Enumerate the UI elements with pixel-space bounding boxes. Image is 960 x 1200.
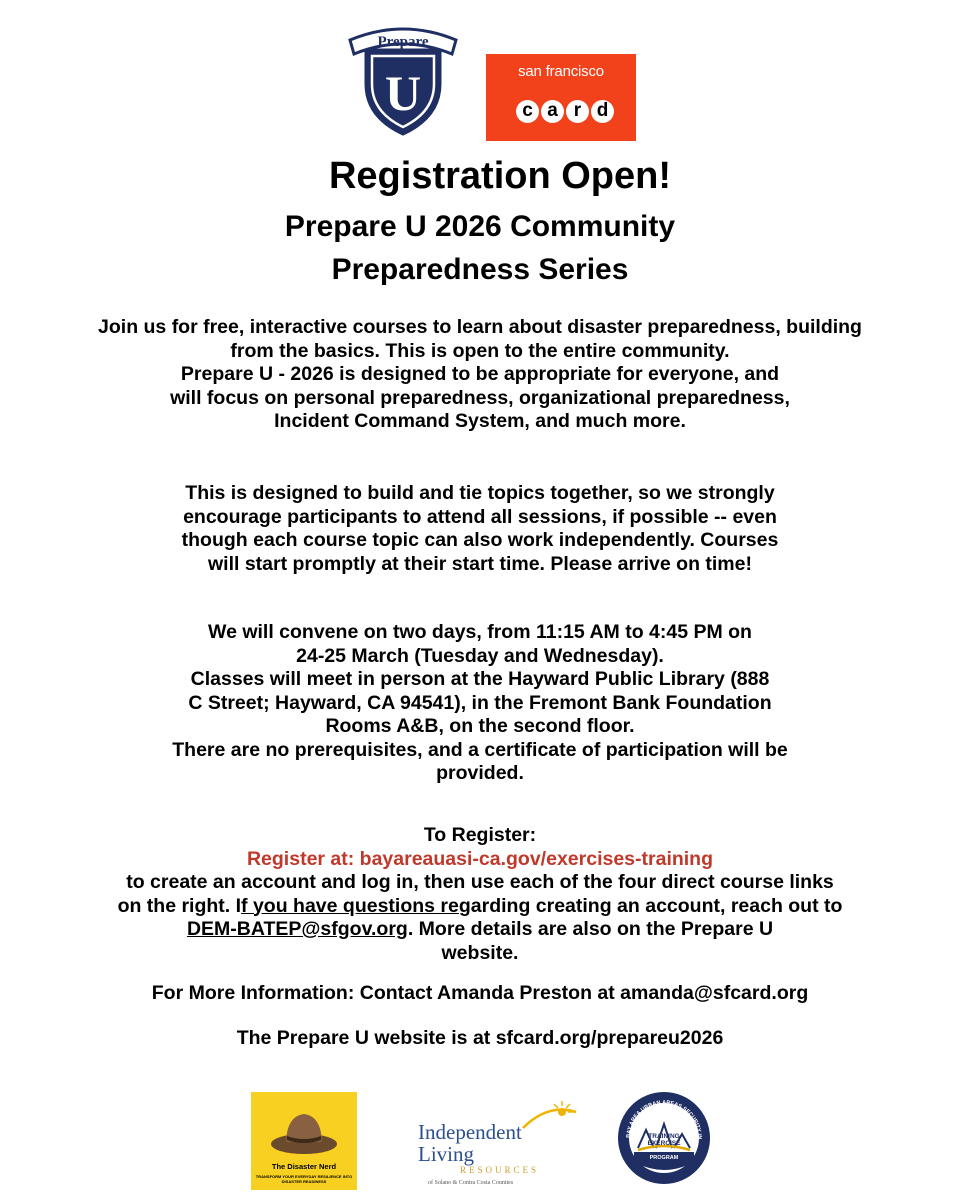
sf-card-letter: r bbox=[566, 100, 589, 123]
tep-line: PROGRAM bbox=[649, 1155, 679, 1161]
register-heading: To Register: bbox=[423, 824, 537, 846]
sun-icon bbox=[518, 1098, 578, 1138]
website-info: The Prepare U website is at sfcard.org/prepareu2026 bbox=[236, 1027, 724, 1049]
tep-ring-text: BAY AREA URBAN AREAS SECURITY IN bbox=[625, 1100, 703, 1140]
subtitle-line: Preparedness Series bbox=[331, 253, 629, 286]
text-line: provided. bbox=[436, 762, 524, 784]
schedule-paragraph bbox=[0, 621, 960, 786]
ilr-line: Independent bbox=[418, 1120, 522, 1144]
subtitle-line: Prepare U 2026 Community bbox=[284, 210, 676, 243]
text-line bbox=[0, 918, 960, 942]
sf-card-top: san francisco bbox=[518, 63, 604, 80]
prepare-u-letter: U bbox=[384, 65, 422, 121]
text-line: encourage participants to attend all sessions, if possible -- even bbox=[183, 505, 777, 528]
ilr-line: Living bbox=[418, 1142, 474, 1166]
page-title: Registration Open! bbox=[328, 155, 672, 197]
text-fragment: garding creating an account, reach out to bbox=[458, 894, 843, 917]
underlined-fragment: f you have questions re bbox=[241, 894, 459, 917]
text-line: 24-25 March (Tuesday and Wednesday). bbox=[296, 644, 664, 667]
disaster-nerd-logo bbox=[251, 1092, 357, 1190]
text-line: Rooms A&B, on the second floor. bbox=[325, 715, 635, 737]
email-link[interactable]: DEM-BATEP@sfgov.org bbox=[186, 918, 408, 940]
text-line bbox=[0, 895, 960, 919]
text-line: We will convene on two days, from 11:15 AM to 4:45 PM on bbox=[208, 621, 752, 643]
sf-card-letter: d bbox=[591, 100, 614, 123]
text-line: C Street; Hayward, CA 94541), in the Fremont Bank Foundation bbox=[188, 691, 772, 714]
prepare-u-logo bbox=[348, 22, 458, 137]
text-line: website. bbox=[441, 941, 519, 964]
sf-card-letter: c bbox=[516, 100, 539, 123]
text-line: will focus on personal preparedness, organizational preparedness, bbox=[170, 386, 790, 409]
text-line: Incident Command System, and much more. bbox=[274, 410, 686, 432]
tep-line: TRAINING bbox=[648, 1133, 680, 1140]
text-line: Join us for free, interactive courses to learn about disaster preparedness, building bbox=[98, 316, 862, 338]
sf-card-letters bbox=[516, 100, 614, 123]
text-fragment: on the right. I bbox=[117, 894, 242, 917]
ilr-line: RESOURCES bbox=[460, 1165, 540, 1175]
text-line: to create an account and log in, then use each of the four direct course links bbox=[126, 871, 834, 893]
hat-icon bbox=[269, 1104, 339, 1160]
prepare-u-banner: Prepare bbox=[377, 34, 429, 50]
sf-card-letter: a bbox=[541, 100, 564, 123]
header-logos bbox=[0, 22, 960, 137]
more-info: For More Information: Contact Amanda Preston at amanda@sfcard.org bbox=[151, 982, 809, 1004]
text-line: will start promptly at their start time. Please arrive on time! bbox=[207, 552, 752, 575]
register-link[interactable]: Register at: bayareauasi-ca.gov/exercises-training bbox=[246, 847, 714, 870]
text-line: Prepare U - 2026 is designed to be appropriate for everyone, and bbox=[180, 363, 780, 385]
text-line: though each course topic can also work independently. Courses bbox=[181, 529, 779, 551]
disaster-nerd-tagline: TRANSFORM YOUR EVERYDAY RESILIENCE INTO DISASTER READINESS bbox=[255, 1174, 353, 1184]
text-line: There are no prerequisites, and a certificate of participation will be bbox=[172, 738, 788, 761]
text-line: from the basics. This is open to the entire community. bbox=[230, 339, 730, 362]
design-paragraph bbox=[0, 482, 960, 576]
register-section bbox=[0, 824, 960, 965]
disaster-nerd-title: The Disaster Nerd bbox=[271, 1162, 337, 1171]
ilr-line: of Solano & Contra Costa Counties bbox=[428, 1180, 514, 1186]
footer-logos bbox=[0, 1090, 960, 1190]
independent-living-logo bbox=[418, 1098, 578, 1190]
intro-paragraph bbox=[0, 316, 960, 434]
training-exercise-program-logo bbox=[616, 1090, 712, 1186]
text-line: Classes will meet in person at the Hayward Public Library (888 bbox=[190, 668, 770, 690]
sf-card-logo bbox=[486, 54, 636, 141]
tep-line: EXERCISE bbox=[647, 1140, 681, 1147]
page-subtitle bbox=[0, 205, 960, 291]
text-line: This is designed to build and tie topics together, so we strongly bbox=[185, 482, 775, 504]
text-fragment: . More details are also on the Prepare U bbox=[407, 918, 774, 940]
